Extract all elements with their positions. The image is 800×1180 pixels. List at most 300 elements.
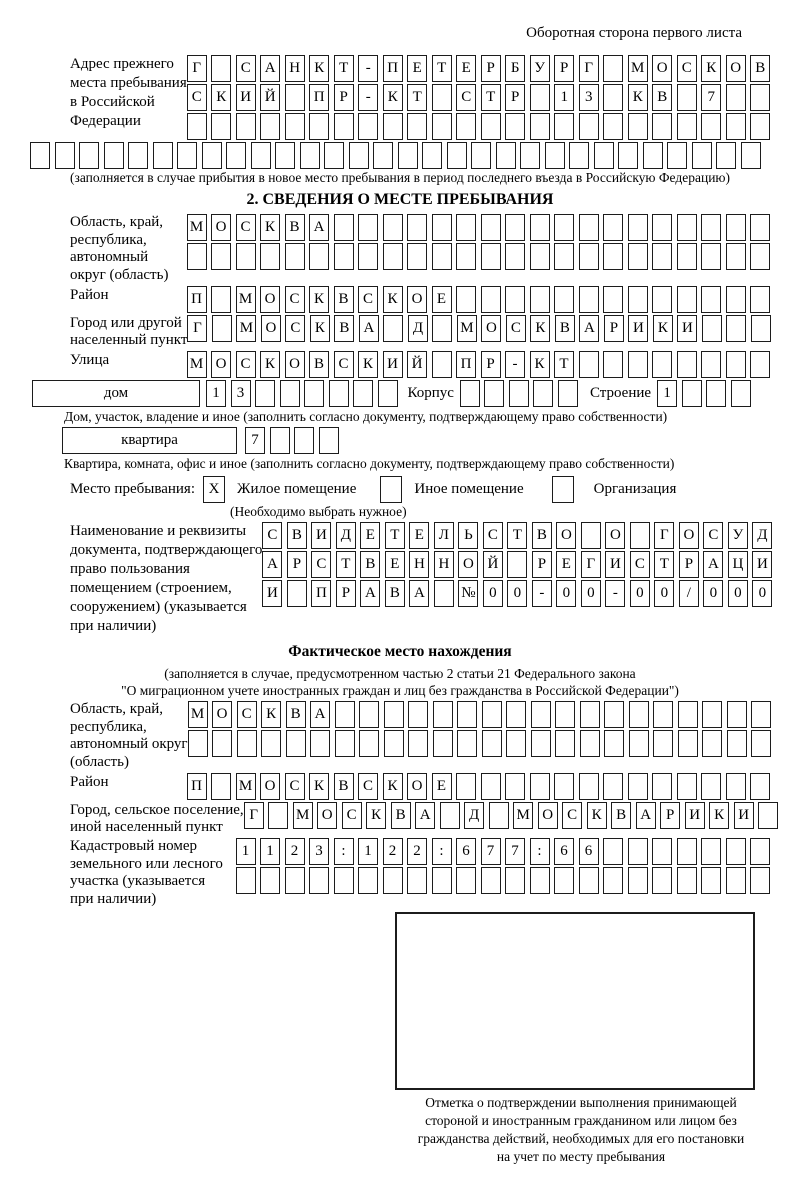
- char-cell[interactable]: [726, 113, 746, 140]
- char-cell[interactable]: [701, 286, 721, 313]
- char-cell[interactable]: [378, 380, 398, 407]
- char-cell[interactable]: №: [458, 580, 478, 607]
- char-cell[interactable]: [652, 286, 672, 313]
- char-cell[interactable]: [677, 113, 697, 140]
- char-cell[interactable]: [716, 142, 736, 169]
- char-cell[interactable]: [579, 113, 599, 140]
- char-cell[interactable]: С: [285, 773, 305, 800]
- char-cell[interactable]: В: [309, 351, 329, 378]
- kadastr-row-2[interactable]: [236, 867, 771, 894]
- char-cell[interactable]: И: [236, 84, 256, 111]
- char-cell[interactable]: П: [383, 55, 403, 82]
- char-cell[interactable]: Ц: [728, 551, 748, 578]
- checkbox-inoe[interactable]: [380, 476, 402, 503]
- char-cell[interactable]: [579, 351, 599, 378]
- char-cell[interactable]: К: [628, 84, 648, 111]
- char-cell[interactable]: [255, 380, 275, 407]
- char-cell[interactable]: 0: [556, 580, 576, 607]
- char-cell[interactable]: Р: [481, 55, 501, 82]
- char-cell[interactable]: М: [236, 315, 256, 342]
- oblast-row-2[interactable]: [187, 243, 771, 270]
- char-cell[interactable]: [545, 142, 565, 169]
- char-cell[interactable]: С: [236, 55, 256, 82]
- char-cell[interactable]: [603, 867, 623, 894]
- char-cell[interactable]: О: [261, 315, 281, 342]
- char-cell[interactable]: [531, 701, 551, 728]
- char-cell[interactable]: [187, 243, 207, 270]
- char-cell[interactable]: А: [415, 802, 435, 829]
- char-cell[interactable]: К: [383, 84, 403, 111]
- char-cell[interactable]: [751, 315, 771, 342]
- char-cell[interactable]: О: [538, 802, 558, 829]
- char-cell[interactable]: Р: [336, 580, 356, 607]
- char-cell[interactable]: [432, 113, 452, 140]
- char-cell[interactable]: [629, 730, 649, 757]
- char-cell[interactable]: Й: [483, 551, 503, 578]
- char-cell[interactable]: -: [358, 55, 378, 82]
- char-cell[interactable]: [506, 730, 526, 757]
- char-cell[interactable]: С: [358, 286, 378, 313]
- char-cell[interactable]: [530, 243, 550, 270]
- char-cell[interactable]: Л: [434, 522, 454, 549]
- char-cell[interactable]: О: [317, 802, 337, 829]
- char-cell[interactable]: Р: [532, 551, 552, 578]
- char-cell[interactable]: [456, 113, 476, 140]
- char-cell[interactable]: Т: [554, 351, 574, 378]
- char-cell[interactable]: С: [285, 315, 305, 342]
- char-cell[interactable]: У: [530, 55, 550, 82]
- char-cell[interactable]: [677, 773, 697, 800]
- char-cell[interactable]: П: [187, 773, 207, 800]
- char-cell[interactable]: 0: [483, 580, 503, 607]
- char-cell[interactable]: [285, 867, 305, 894]
- char-cell[interactable]: [603, 113, 623, 140]
- char-cell[interactable]: Е: [456, 55, 476, 82]
- char-cell[interactable]: [630, 522, 650, 549]
- char-cell[interactable]: В: [285, 214, 305, 241]
- char-cell[interactable]: К: [530, 315, 550, 342]
- fact-raion-row[interactable]: [187, 773, 771, 800]
- char-cell[interactable]: Р: [679, 551, 699, 578]
- char-cell[interactable]: Н: [434, 551, 454, 578]
- char-cell[interactable]: [554, 214, 574, 241]
- char-cell[interactable]: [677, 243, 697, 270]
- kvartira-field[interactable]: квартира: [62, 427, 237, 454]
- char-cell[interactable]: [652, 773, 672, 800]
- oblast-row-1[interactable]: [187, 214, 771, 241]
- char-cell[interactable]: [579, 773, 599, 800]
- char-cell[interactable]: [702, 701, 722, 728]
- prev-address-row-1[interactable]: [187, 55, 771, 82]
- char-cell[interactable]: [628, 113, 648, 140]
- char-cell[interactable]: В: [750, 55, 770, 82]
- char-cell[interactable]: [30, 142, 50, 169]
- char-cell[interactable]: [456, 214, 476, 241]
- char-cell[interactable]: И: [311, 522, 331, 549]
- char-cell[interactable]: М: [293, 802, 313, 829]
- char-cell[interactable]: С: [483, 522, 503, 549]
- kvartira-cells[interactable]: [245, 427, 339, 454]
- char-cell[interactable]: [202, 142, 222, 169]
- char-cell[interactable]: Р: [481, 351, 501, 378]
- char-cell[interactable]: [285, 243, 305, 270]
- char-cell[interactable]: О: [260, 286, 280, 313]
- gorod-row[interactable]: [187, 315, 771, 342]
- char-cell[interactable]: [750, 214, 770, 241]
- char-cell[interactable]: [334, 113, 354, 140]
- char-cell[interactable]: [505, 867, 525, 894]
- char-cell[interactable]: [456, 867, 476, 894]
- char-cell[interactable]: [667, 142, 687, 169]
- char-cell[interactable]: [677, 838, 697, 865]
- char-cell[interactable]: Р: [287, 551, 307, 578]
- char-cell[interactable]: В: [391, 802, 411, 829]
- char-cell[interactable]: -: [505, 351, 525, 378]
- dom-cells[interactable]: [206, 380, 398, 407]
- char-cell[interactable]: [726, 773, 746, 800]
- char-cell[interactable]: Д: [408, 315, 428, 342]
- char-cell[interactable]: [334, 243, 354, 270]
- char-cell[interactable]: [373, 142, 393, 169]
- char-cell[interactable]: [533, 380, 553, 407]
- char-cell[interactable]: В: [611, 802, 631, 829]
- char-cell[interactable]: [701, 243, 721, 270]
- char-cell[interactable]: И: [605, 551, 625, 578]
- char-cell[interactable]: С: [285, 286, 305, 313]
- char-cell[interactable]: [731, 380, 751, 407]
- char-cell[interactable]: В: [334, 286, 354, 313]
- char-cell[interactable]: [457, 730, 477, 757]
- char-cell[interactable]: К: [310, 315, 330, 342]
- char-cell[interactable]: [329, 380, 349, 407]
- char-cell[interactable]: [177, 142, 197, 169]
- char-cell[interactable]: [309, 243, 329, 270]
- char-cell[interactable]: [603, 838, 623, 865]
- char-cell[interactable]: К: [701, 55, 721, 82]
- char-cell[interactable]: [353, 380, 373, 407]
- char-cell[interactable]: [506, 701, 526, 728]
- char-cell[interactable]: О: [211, 214, 231, 241]
- char-cell[interactable]: 6: [456, 838, 476, 865]
- char-cell[interactable]: [741, 142, 761, 169]
- char-cell[interactable]: А: [579, 315, 599, 342]
- char-cell[interactable]: О: [726, 55, 746, 82]
- char-cell[interactable]: С: [703, 522, 723, 549]
- doc-row-2[interactable]: [262, 551, 772, 578]
- char-cell[interactable]: Г: [654, 522, 674, 549]
- char-cell[interactable]: [432, 84, 452, 111]
- char-cell[interactable]: [692, 142, 712, 169]
- char-cell[interactable]: 1: [554, 84, 574, 111]
- char-cell[interactable]: С: [506, 315, 526, 342]
- char-cell[interactable]: [652, 838, 672, 865]
- char-cell[interactable]: [432, 867, 452, 894]
- char-cell[interactable]: М: [236, 286, 256, 313]
- char-cell[interactable]: С: [334, 351, 354, 378]
- char-cell[interactable]: 0: [728, 580, 748, 607]
- char-cell[interactable]: -: [358, 84, 378, 111]
- char-cell[interactable]: [505, 243, 525, 270]
- char-cell[interactable]: 3: [579, 84, 599, 111]
- char-cell[interactable]: [750, 867, 770, 894]
- char-cell[interactable]: [237, 730, 257, 757]
- char-cell[interactable]: [579, 214, 599, 241]
- char-cell[interactable]: [226, 142, 246, 169]
- char-cell[interactable]: 7: [245, 427, 265, 454]
- char-cell[interactable]: [358, 243, 378, 270]
- char-cell[interactable]: К: [709, 802, 729, 829]
- char-cell[interactable]: 6: [554, 838, 574, 865]
- char-cell[interactable]: 7: [505, 838, 525, 865]
- char-cell[interactable]: Е: [385, 551, 405, 578]
- char-cell[interactable]: [287, 580, 307, 607]
- char-cell[interactable]: [554, 773, 574, 800]
- char-cell[interactable]: [603, 55, 623, 82]
- char-cell[interactable]: К: [383, 773, 403, 800]
- char-cell[interactable]: [432, 351, 452, 378]
- char-cell[interactable]: В: [334, 315, 354, 342]
- char-cell[interactable]: [334, 214, 354, 241]
- char-cell[interactable]: В: [385, 580, 405, 607]
- char-cell[interactable]: С: [630, 551, 650, 578]
- char-cell[interactable]: Т: [507, 522, 527, 549]
- char-cell[interactable]: С: [236, 214, 256, 241]
- char-cell[interactable]: [407, 113, 427, 140]
- char-cell[interactable]: [383, 867, 403, 894]
- char-cell[interactable]: [701, 838, 721, 865]
- char-cell[interactable]: И: [383, 351, 403, 378]
- char-cell[interactable]: [530, 113, 550, 140]
- char-cell[interactable]: И: [628, 315, 648, 342]
- char-cell[interactable]: [260, 243, 280, 270]
- char-cell[interactable]: 0: [630, 580, 650, 607]
- char-cell[interactable]: [432, 315, 452, 342]
- char-cell[interactable]: В: [286, 701, 306, 728]
- char-cell[interactable]: [481, 214, 501, 241]
- char-cell[interactable]: [456, 243, 476, 270]
- char-cell[interactable]: Е: [556, 551, 576, 578]
- char-cell[interactable]: [460, 380, 480, 407]
- char-cell[interactable]: Е: [432, 773, 452, 800]
- char-cell[interactable]: 0: [507, 580, 527, 607]
- char-cell[interactable]: В: [287, 522, 307, 549]
- char-cell[interactable]: [751, 701, 771, 728]
- char-cell[interactable]: [212, 730, 232, 757]
- stroenie-cells[interactable]: [657, 380, 751, 407]
- char-cell[interactable]: [509, 380, 529, 407]
- char-cell[interactable]: [236, 867, 256, 894]
- char-cell[interactable]: [750, 773, 770, 800]
- char-cell[interactable]: [359, 701, 379, 728]
- char-cell[interactable]: [580, 730, 600, 757]
- char-cell[interactable]: [701, 773, 721, 800]
- char-cell[interactable]: О: [458, 551, 478, 578]
- char-cell[interactable]: О: [211, 351, 231, 378]
- char-cell[interactable]: -: [532, 580, 552, 607]
- char-cell[interactable]: М: [187, 351, 207, 378]
- char-cell[interactable]: О: [212, 701, 232, 728]
- char-cell[interactable]: С: [311, 551, 331, 578]
- char-cell[interactable]: А: [636, 802, 656, 829]
- char-cell[interactable]: [434, 580, 454, 607]
- char-cell[interactable]: [408, 730, 428, 757]
- char-cell[interactable]: Д: [464, 802, 484, 829]
- char-cell[interactable]: 0: [654, 580, 674, 607]
- char-cell[interactable]: С: [342, 802, 362, 829]
- char-cell[interactable]: [604, 701, 624, 728]
- char-cell[interactable]: [677, 351, 697, 378]
- char-cell[interactable]: [652, 351, 672, 378]
- char-cell[interactable]: [603, 351, 623, 378]
- char-cell[interactable]: [211, 113, 231, 140]
- char-cell[interactable]: [270, 427, 290, 454]
- char-cell[interactable]: /: [679, 580, 699, 607]
- char-cell[interactable]: О: [285, 351, 305, 378]
- char-cell[interactable]: Й: [260, 84, 280, 111]
- char-cell[interactable]: [294, 427, 314, 454]
- char-cell[interactable]: 2: [285, 838, 305, 865]
- char-cell[interactable]: [726, 838, 746, 865]
- doc-row-1[interactable]: [262, 522, 772, 549]
- char-cell[interactable]: Е: [409, 522, 429, 549]
- char-cell[interactable]: О: [556, 522, 576, 549]
- char-cell[interactable]: М: [628, 55, 648, 82]
- char-cell[interactable]: [530, 286, 550, 313]
- char-cell[interactable]: [286, 730, 306, 757]
- char-cell[interactable]: А: [409, 580, 429, 607]
- char-cell[interactable]: [489, 802, 509, 829]
- char-cell[interactable]: П: [309, 84, 329, 111]
- char-cell[interactable]: [335, 730, 355, 757]
- char-cell[interactable]: [530, 84, 550, 111]
- char-cell[interactable]: О: [407, 773, 427, 800]
- char-cell[interactable]: Т: [654, 551, 674, 578]
- char-cell[interactable]: А: [703, 551, 723, 578]
- char-cell[interactable]: [702, 315, 722, 342]
- char-cell[interactable]: 1: [358, 838, 378, 865]
- char-cell[interactable]: [628, 286, 648, 313]
- char-cell[interactable]: К: [260, 351, 280, 378]
- char-cell[interactable]: [457, 701, 477, 728]
- char-cell[interactable]: [433, 730, 453, 757]
- char-cell[interactable]: П: [311, 580, 331, 607]
- char-cell[interactable]: [432, 214, 452, 241]
- char-cell[interactable]: С: [358, 773, 378, 800]
- char-cell[interactable]: [751, 730, 771, 757]
- fact-oblast-row-2[interactable]: [188, 730, 772, 757]
- char-cell[interactable]: [580, 701, 600, 728]
- char-cell[interactable]: [275, 142, 295, 169]
- char-cell[interactable]: [758, 802, 778, 829]
- char-cell[interactable]: [682, 380, 702, 407]
- char-cell[interactable]: 2: [407, 838, 427, 865]
- char-cell[interactable]: [447, 142, 467, 169]
- char-cell[interactable]: [750, 838, 770, 865]
- char-cell[interactable]: [726, 867, 746, 894]
- char-cell[interactable]: [309, 867, 329, 894]
- char-cell[interactable]: [727, 730, 747, 757]
- char-cell[interactable]: [555, 701, 575, 728]
- char-cell[interactable]: [358, 214, 378, 241]
- fact-oblast-row-1[interactable]: [188, 701, 772, 728]
- char-cell[interactable]: 1: [657, 380, 677, 407]
- char-cell[interactable]: К: [358, 351, 378, 378]
- doc-row-3[interactable]: [262, 580, 772, 607]
- char-cell[interactable]: [701, 351, 721, 378]
- char-cell[interactable]: [727, 701, 747, 728]
- char-cell[interactable]: [407, 214, 427, 241]
- char-cell[interactable]: В: [652, 84, 672, 111]
- char-cell[interactable]: [604, 730, 624, 757]
- char-cell[interactable]: [603, 286, 623, 313]
- char-cell[interactable]: И: [734, 802, 754, 829]
- char-cell[interactable]: [726, 286, 746, 313]
- char-cell[interactable]: [628, 214, 648, 241]
- char-cell[interactable]: Р: [505, 84, 525, 111]
- char-cell[interactable]: [530, 214, 550, 241]
- char-cell[interactable]: [505, 113, 525, 140]
- char-cell[interactable]: [496, 142, 516, 169]
- char-cell[interactable]: [618, 142, 638, 169]
- char-cell[interactable]: [310, 730, 330, 757]
- char-cell[interactable]: [211, 773, 231, 800]
- char-cell[interactable]: М: [236, 773, 256, 800]
- char-cell[interactable]: [554, 113, 574, 140]
- char-cell[interactable]: [236, 113, 256, 140]
- char-cell[interactable]: [726, 84, 746, 111]
- char-cell[interactable]: [507, 551, 527, 578]
- char-cell[interactable]: [554, 243, 574, 270]
- char-cell[interactable]: [211, 286, 231, 313]
- char-cell[interactable]: Н: [409, 551, 429, 578]
- char-cell[interactable]: М: [188, 701, 208, 728]
- char-cell[interactable]: А: [360, 580, 380, 607]
- char-cell[interactable]: [628, 773, 648, 800]
- char-cell[interactable]: 1: [260, 838, 280, 865]
- char-cell[interactable]: [505, 214, 525, 241]
- char-cell[interactable]: 2: [383, 838, 403, 865]
- char-cell[interactable]: [481, 867, 501, 894]
- char-cell[interactable]: [579, 867, 599, 894]
- char-cell[interactable]: О: [679, 522, 699, 549]
- char-cell[interactable]: А: [309, 214, 329, 241]
- char-cell[interactable]: [520, 142, 540, 169]
- char-cell[interactable]: Е: [407, 55, 427, 82]
- char-cell[interactable]: [260, 113, 280, 140]
- char-cell[interactable]: [750, 84, 770, 111]
- char-cell[interactable]: Г: [579, 55, 599, 82]
- char-cell[interactable]: А: [310, 701, 330, 728]
- char-cell[interactable]: [726, 351, 746, 378]
- char-cell[interactable]: В: [360, 551, 380, 578]
- char-cell[interactable]: [652, 113, 672, 140]
- char-cell[interactable]: Ь: [458, 522, 478, 549]
- char-cell[interactable]: О: [481, 315, 501, 342]
- char-cell[interactable]: :: [530, 838, 550, 865]
- char-cell[interactable]: [726, 315, 746, 342]
- char-cell[interactable]: [482, 730, 502, 757]
- char-cell[interactable]: К: [653, 315, 673, 342]
- prev-address-row-2[interactable]: [187, 84, 771, 111]
- char-cell[interactable]: [652, 243, 672, 270]
- char-cell[interactable]: :: [334, 838, 354, 865]
- korpus-cells[interactable]: [460, 380, 578, 407]
- char-cell[interactable]: [750, 243, 770, 270]
- char-cell[interactable]: [187, 113, 207, 140]
- char-cell[interactable]: С: [562, 802, 582, 829]
- char-cell[interactable]: [579, 286, 599, 313]
- char-cell[interactable]: И: [752, 551, 772, 578]
